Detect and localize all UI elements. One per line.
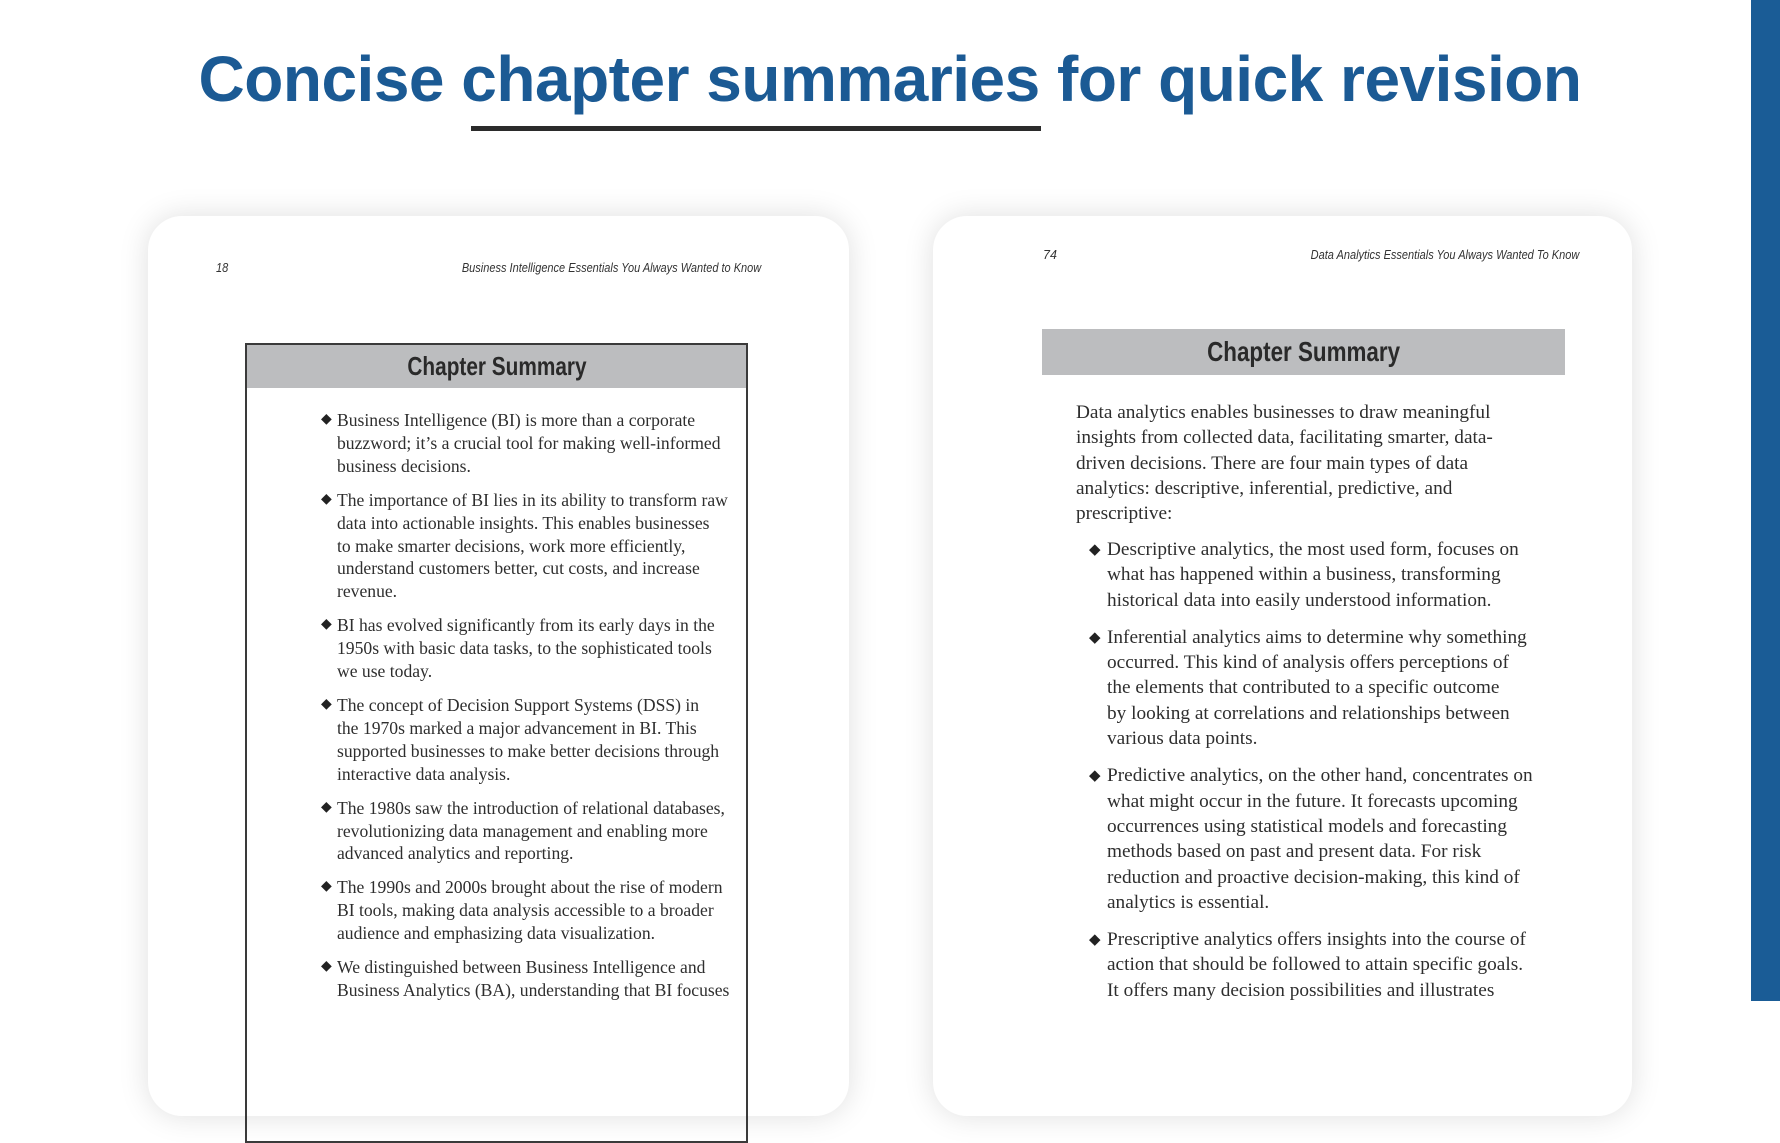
diamond-bullet-icon: ◆	[321, 617, 332, 633]
summary-intro	[1076, 400, 1493, 526]
summary-list	[1076, 537, 1533, 1015]
list-item-line: Prescriptive analytics offers insights into the course of	[1107, 929, 1526, 951]
list-item-line: data into actionable insights. This enables businesses	[337, 512, 710, 533]
list-item	[1076, 927, 1533, 1003]
list-item-line: Business Analytics (BA), understanding that BI focuses	[337, 979, 730, 1000]
diamond-bullet-icon: ◆	[321, 959, 332, 975]
diamond-bullet-icon: ◆	[321, 412, 332, 427]
list-item-line: action that should be followed to attain specific goals.	[1107, 954, 1524, 976]
list-item	[307, 614, 729, 683]
list-item-line: by looking at correlations and relationships between	[1107, 702, 1510, 724]
list-item-line: occurrences using statistical models and forecasting	[1107, 815, 1507, 837]
list-item-line: BI tools, making data analysis accessible to a broader	[337, 900, 714, 921]
diamond-bullet-icon: ◆	[321, 696, 332, 712]
list-item-line: revenue.	[337, 581, 398, 602]
list-item-line: interactive data analysis.	[337, 763, 511, 784]
list-item-line: The 1990s and 2000s brought about the rise of modern	[337, 877, 723, 898]
list-item-line: the elements that contributed to a specific outcome	[1107, 677, 1500, 699]
chapter-summary-title: Chapter Summary	[406, 351, 587, 381]
list-item-line: Descriptive analytics, the most used form, focuses on	[1107, 539, 1519, 560]
list-item-line: audience and emphasizing data visualization.	[337, 923, 656, 944]
list-item-line: BI has evolved significantly from its early days in the	[337, 615, 715, 636]
list-item-line: 1950s with basic data tasks, to the sophisticated tools	[337, 638, 712, 659]
list-item-line: occurred. This kind of analysis offers perceptions of	[1107, 652, 1509, 674]
accent-sidebar	[1751, 0, 1780, 1001]
list-item-line: business decisions.	[337, 455, 471, 476]
chapter-summary-title: Chapter Summary	[1207, 336, 1400, 367]
list-item-line: what might occur in the future. It forecasts upcoming	[1107, 790, 1518, 812]
list-item-line: It offers many decision possibilities and illustrates	[1107, 979, 1495, 1001]
title-underline	[471, 126, 1041, 131]
list-item-line: The concept of Decision Support Systems (DSS) in	[337, 694, 700, 715]
running-head: Business Intelligence Essentials You Always Wanted to Know	[461, 261, 761, 275]
intro-line: driven decisions. There are four main types of data	[1076, 452, 1469, 474]
list-item-line: Inferential analytics aims to determine why something	[1107, 626, 1527, 648]
list-item	[1076, 625, 1533, 751]
list-item-line: buzzword; it’s a crucial tool for making well-informed	[337, 432, 721, 453]
summary-list	[307, 409, 729, 1013]
diamond-bullet-icon: ◆	[1089, 629, 1101, 646]
list-item-line: advanced analytics and reporting.	[337, 843, 574, 864]
diamond-bullet-icon: ◆	[1089, 932, 1101, 949]
list-item-line: Predictive analytics, on the other hand, concentrates on	[1107, 765, 1533, 787]
list-item-line: reduction and proactive decision-making, this kind of	[1107, 866, 1520, 888]
diamond-bullet-icon: ◆	[321, 491, 332, 507]
intro-line: prescriptive:	[1076, 503, 1173, 525]
intro-line: insights from collected data, facilitating smarter, data-	[1076, 427, 1493, 449]
list-item	[307, 694, 729, 786]
page-number: 18	[216, 261, 229, 275]
diamond-bullet-icon: ◆	[1089, 768, 1101, 785]
list-item-line: historical data into easily understood information.	[1107, 589, 1492, 611]
list-item-line: Business Intelligence (BI) is more than a corporate	[337, 410, 696, 430]
list-item-line: what has happened within a business, transforming	[1107, 564, 1501, 586]
intro-line: Data analytics enables businesses to draw meaningful	[1076, 402, 1491, 423]
intro-line: analytics: descriptive, inferential, predictive, and	[1076, 477, 1453, 499]
list-item-line: to make smarter decisions, work more efficiently,	[337, 535, 686, 556]
list-item	[1076, 763, 1533, 915]
diamond-bullet-icon: ◆	[321, 879, 332, 895]
list-item-line: supported businesses to make better decisions through	[337, 740, 720, 761]
chapter-summary-box	[245, 343, 748, 1143]
chapter-summary-header	[247, 345, 746, 388]
list-item-line: The importance of BI lies in its ability to transform raw	[337, 489, 728, 510]
right-book-page	[933, 216, 1632, 1116]
list-item-line: We distinguished between Business Intelligence and	[337, 957, 706, 978]
list-item	[307, 797, 729, 866]
diamond-bullet-icon: ◆	[1089, 542, 1101, 558]
list-item	[307, 409, 729, 478]
list-item	[307, 489, 729, 604]
running-head: Data Analytics Essentials You Always Wanted To Know	[1310, 248, 1579, 262]
list-item	[1076, 537, 1533, 613]
list-item-line: understand customers better, cut costs, and increase	[337, 558, 700, 579]
list-item-line: The 1980s saw the introduction of relational databases,	[337, 797, 725, 818]
diamond-bullet-icon: ◆	[321, 799, 332, 815]
page-number-text: 74	[1043, 248, 1057, 262]
list-item-line: the 1970s marked a major advancement in BI. This	[337, 717, 697, 738]
list-item-line: revolutionizing data management and enabling more	[337, 820, 708, 841]
list-item	[307, 876, 729, 945]
chapter-summary-header	[1042, 329, 1565, 375]
list-item-line: we use today.	[337, 661, 433, 682]
page-title: Concise chapter summaries for quick revision	[198, 43, 1582, 115]
list-item	[307, 956, 729, 1002]
list-item-line: methods based on past and present data. For risk	[1107, 841, 1482, 863]
list-item-line: various data points.	[1107, 728, 1258, 750]
list-item-line: analytics is essential.	[1107, 891, 1270, 913]
left-book-page	[148, 216, 849, 1116]
